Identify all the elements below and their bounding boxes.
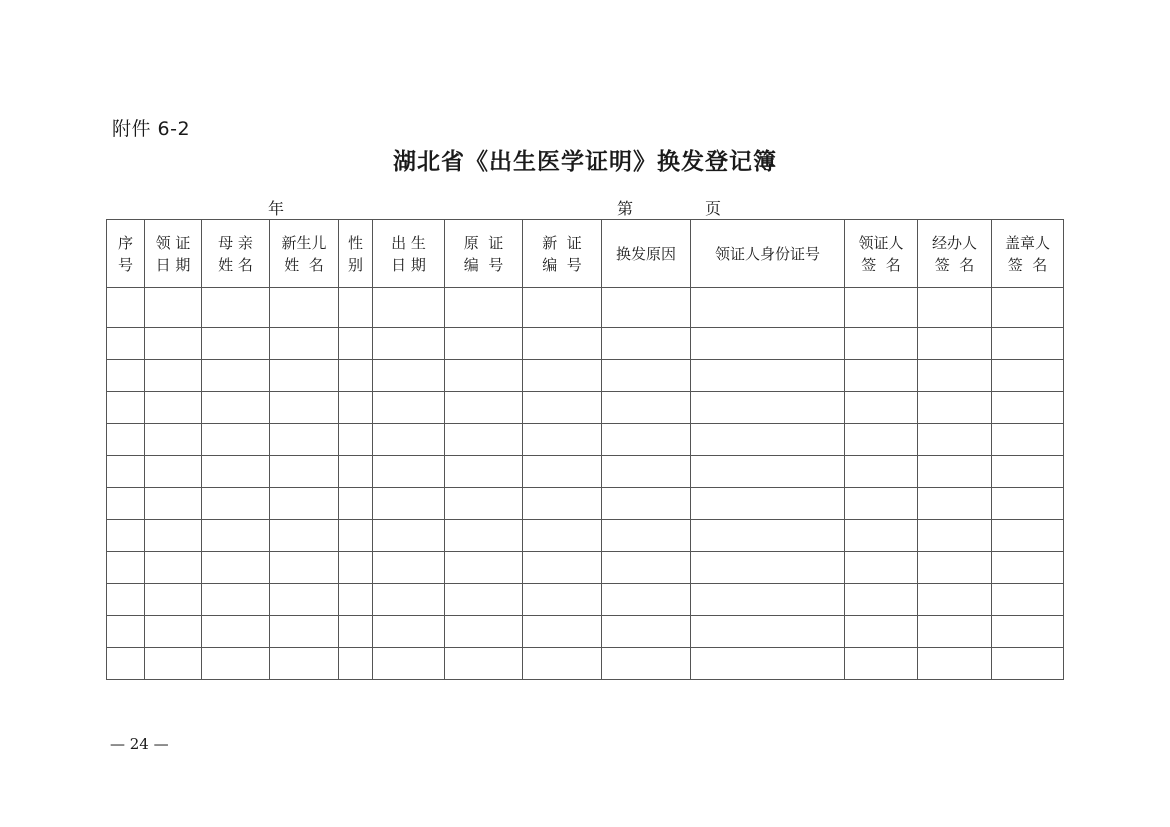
table-cell[interactable] [445,520,523,552]
table-cell[interactable] [445,328,523,360]
table-header-row [107,220,1064,288]
table-cell[interactable] [918,360,992,392]
table-cell[interactable] [523,456,602,488]
table-cell[interactable] [691,552,845,584]
page-number-label: 第 [617,199,634,218]
table-cell[interactable] [107,488,145,520]
table-cell[interactable] [845,288,918,328]
table-cell[interactable] [145,552,202,584]
table-cell[interactable] [145,392,202,424]
table-row [107,424,1064,456]
table-cell[interactable] [523,520,602,552]
table-cell[interactable] [691,424,845,456]
col-header-line: 新生儿 [281,233,327,252]
table-cell[interactable] [845,360,918,392]
col-header-line: 日 期 [391,255,426,274]
col-header-line: 姓 名 [218,255,253,274]
col-header-line: 经办人 [931,233,977,252]
table-cell[interactable] [339,392,373,424]
table-cell[interactable] [445,648,523,680]
table-cell[interactable] [202,288,270,328]
table-cell[interactable] [691,392,845,424]
col-header-recipient-signature [845,220,918,288]
table-cell[interactable] [202,328,270,360]
col-header-recipient-id-number [691,220,845,288]
table-cell[interactable] [270,488,339,520]
table-cell[interactable] [373,648,445,680]
table-cell[interactable] [145,584,202,616]
table-row [107,616,1064,648]
col-header-line: 领证人 [858,233,904,252]
table-cell[interactable] [918,424,992,456]
table-cell[interactable] [602,520,691,552]
table-cell[interactable] [602,552,691,584]
table-cell[interactable] [270,520,339,552]
table-cell[interactable] [445,392,523,424]
table-cell[interactable] [373,328,445,360]
col-header-line: 姓 名 [284,255,324,274]
table-cell[interactable] [602,392,691,424]
table-cell[interactable] [339,456,373,488]
table-cell[interactable] [107,392,145,424]
table-cell[interactable] [145,328,202,360]
table-cell[interactable] [445,552,523,584]
table-cell[interactable] [270,288,339,328]
col-header-line: 别 [347,255,363,274]
table-cell[interactable] [602,424,691,456]
attachment-label: 附件 6-2 [112,118,191,140]
table-cell[interactable] [992,488,1064,520]
table-cell[interactable] [202,488,270,520]
table-cell[interactable] [918,648,992,680]
table-cell[interactable] [373,456,445,488]
table-cell[interactable] [845,328,918,360]
col-header-line: 出 生 [391,233,426,252]
table-cell[interactable] [918,456,992,488]
col-header-line: 领 证 [155,233,191,252]
col-header-line: 盖章人 [1004,233,1050,252]
table-cell[interactable] [602,456,691,488]
col-header-line: 签 名 [934,255,975,274]
table-cell[interactable] [845,648,918,680]
table-row [107,648,1064,680]
table-cell[interactable] [845,520,918,552]
table-cell[interactable] [918,288,992,328]
page-number-suffix: 页 [705,199,722,218]
table-cell[interactable] [373,520,445,552]
col-header-line: 领证人身份证号 [714,244,820,263]
table-cell[interactable] [992,552,1064,584]
col-header-handler-signature [918,220,992,288]
table-cell[interactable] [145,288,202,328]
table-cell[interactable] [107,520,145,552]
table-row [107,456,1064,488]
table-cell[interactable] [918,616,992,648]
table-cell[interactable] [339,552,373,584]
table-cell[interactable] [918,552,992,584]
table-cell[interactable] [523,616,602,648]
table-cell[interactable] [107,424,145,456]
col-header-birth-date [373,220,445,288]
col-header-line: 编 号 [463,255,504,274]
table-cell[interactable] [270,328,339,360]
table-row [107,488,1064,520]
table-cell[interactable] [602,288,691,328]
table-row [107,288,1064,328]
table-cell[interactable] [845,488,918,520]
table-cell[interactable] [145,616,202,648]
table-cell[interactable] [202,584,270,616]
table-cell[interactable] [339,288,373,328]
table-cell[interactable] [202,392,270,424]
table-cell[interactable] [339,584,373,616]
table-row [107,520,1064,552]
table-cell[interactable] [202,424,270,456]
col-header-reissue-reason [602,220,691,288]
table-cell[interactable] [339,328,373,360]
col-header-serial-number [107,220,145,288]
col-header-original-cert-number [445,220,523,288]
col-header-new-cert-number [523,220,602,288]
col-header-mother-name [202,220,270,288]
table-cell[interactable] [445,360,523,392]
table-cell[interactable] [918,488,992,520]
table-cell[interactable] [373,360,445,392]
col-header-issue-date [145,220,202,288]
table-cell[interactable] [145,520,202,552]
table-cell[interactable] [373,424,445,456]
table-cell[interactable] [523,584,602,616]
table-cell[interactable] [691,288,845,328]
col-header-line: 日 期 [155,255,191,274]
table-cell[interactable] [691,520,845,552]
table-cell[interactable] [202,360,270,392]
table-cell[interactable] [202,456,270,488]
table-cell[interactable] [845,616,918,648]
table-cell[interactable] [107,552,145,584]
table-cell[interactable] [270,552,339,584]
table-cell[interactable] [845,456,918,488]
table-cell[interactable] [602,360,691,392]
table-row [107,584,1064,616]
table-cell[interactable] [523,288,602,328]
table-cell[interactable] [445,288,523,328]
table-cell[interactable] [107,584,145,616]
table-cell[interactable] [339,424,373,456]
table-row [107,392,1064,424]
table-cell[interactable] [107,648,145,680]
table-cell[interactable] [523,328,602,360]
table-cell[interactable] [602,328,691,360]
table-cell[interactable] [992,424,1064,456]
col-header-line: 母 亲 [218,233,253,252]
table-cell[interactable] [918,392,992,424]
table-cell[interactable] [373,584,445,616]
table-cell[interactable] [992,360,1064,392]
table-cell[interactable] [373,392,445,424]
table-cell[interactable] [145,488,202,520]
table-cell[interactable] [339,616,373,648]
col-header-gender [339,220,373,288]
table-cell[interactable] [373,616,445,648]
table-cell[interactable] [918,520,992,552]
table-row [107,552,1064,584]
table-cell[interactable] [523,488,602,520]
year-label: 年 [268,199,285,218]
table-cell[interactable] [602,648,691,680]
table-cell[interactable] [445,584,523,616]
table-cell[interactable] [339,648,373,680]
table-cell[interactable] [845,392,918,424]
col-header-newborn-name [270,220,339,288]
table-cell[interactable] [992,288,1064,328]
table-cell[interactable] [373,488,445,520]
table-cell[interactable] [270,360,339,392]
col-header-line: 换发原因 [615,244,676,263]
table-cell[interactable] [602,488,691,520]
table-cell[interactable] [107,456,145,488]
table-cell[interactable] [992,392,1064,424]
table-cell[interactable] [918,584,992,616]
table-cell[interactable] [270,584,339,616]
col-header-line: 序 [117,233,133,252]
table-cell[interactable] [107,616,145,648]
table-cell[interactable] [145,424,202,456]
table-cell[interactable] [602,616,691,648]
table-cell[interactable] [270,648,339,680]
table-cell[interactable] [202,552,270,584]
table-cell[interactable] [270,424,339,456]
table-cell[interactable] [691,456,845,488]
table-cell[interactable] [845,584,918,616]
table-cell[interactable] [202,616,270,648]
table-cell[interactable] [691,616,845,648]
table-cell[interactable] [145,648,202,680]
table-cell[interactable] [445,616,523,648]
table-cell[interactable] [691,584,845,616]
table-cell[interactable] [992,456,1064,488]
table-cell[interactable] [107,288,145,328]
table-cell[interactable] [445,456,523,488]
register-table [106,219,1064,680]
table-cell[interactable] [918,328,992,360]
table-cell[interactable] [107,360,145,392]
table-row [107,360,1064,392]
table-cell[interactable] [845,424,918,456]
table-cell[interactable] [992,616,1064,648]
col-header-line: 签 名 [861,255,901,274]
col-header-line: 签 名 [1007,255,1048,274]
table-cell[interactable] [992,328,1064,360]
table-cell[interactable] [523,392,602,424]
table-cell[interactable] [373,288,445,328]
table-cell[interactable] [691,648,845,680]
table-cell[interactable] [339,520,373,552]
table-cell[interactable] [145,456,202,488]
col-header-line: 性 [347,233,363,252]
table-cell[interactable] [523,552,602,584]
table-cell[interactable] [202,520,270,552]
table-cell[interactable] [270,616,339,648]
table-cell[interactable] [691,360,845,392]
table-cell[interactable] [339,360,373,392]
table-cell[interactable] [523,424,602,456]
table-cell[interactable] [602,584,691,616]
table-cell[interactable] [445,488,523,520]
table-cell[interactable] [691,488,845,520]
table-cell[interactable] [270,392,339,424]
table-row [107,328,1064,360]
table-cell[interactable] [691,328,845,360]
table-cell[interactable] [145,360,202,392]
col-header-line: 新 证 [542,233,582,252]
table-cell[interactable] [339,488,373,520]
col-header-line: 编 号 [542,255,582,274]
table-cell[interactable] [992,520,1064,552]
table-cell[interactable] [523,360,602,392]
table-cell[interactable] [107,328,145,360]
page-number-footer: — 24 — [110,735,169,753]
register-body [107,288,1064,680]
table-cell[interactable] [202,648,270,680]
table-cell[interactable] [373,552,445,584]
col-header-stamper-signature [992,220,1064,288]
table-cell[interactable] [992,584,1064,616]
table-cell[interactable] [445,424,523,456]
table-cell[interactable] [992,648,1064,680]
table-cell[interactable] [523,648,602,680]
page-title: 湖北省《出生医学证明》换发登记簿 [393,148,777,175]
col-header-line: 号 [117,255,133,274]
col-header-line: 原 证 [463,233,504,252]
table-cell[interactable] [845,552,918,584]
table-cell[interactable] [270,456,339,488]
